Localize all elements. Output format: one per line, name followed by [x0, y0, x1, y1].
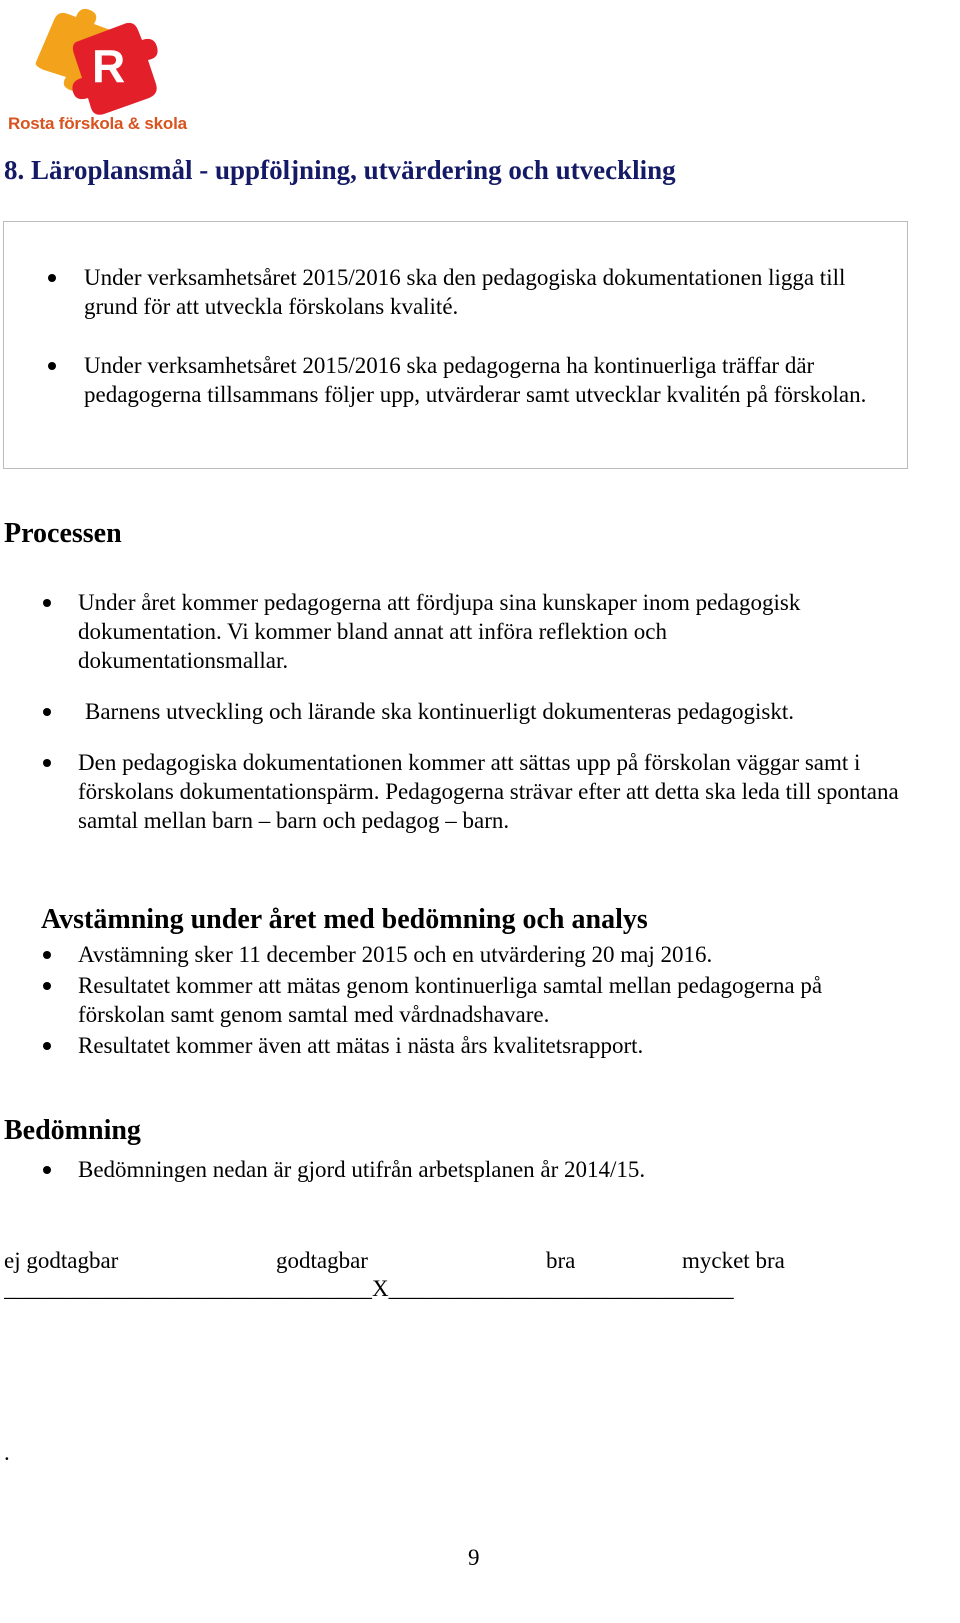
- bullet-icon: [43, 1042, 51, 1050]
- bullet-icon: [43, 708, 51, 716]
- page-title: 8. Läroplansmål - uppföljning, utvärdering och utveckling: [4, 155, 676, 185]
- process-item-1: [78, 588, 878, 675]
- process-item-3: [78, 748, 938, 835]
- bullet-icon: [43, 1166, 51, 1174]
- bullet-icon: [43, 951, 51, 959]
- review-item-1: [78, 940, 898, 969]
- goal-item-1: [84, 263, 904, 321]
- goal-text-1: Under verksamhetsåret 2015/2016 ska den pedagogiska dokumentationen ligga till grund för att utveckla förskolans kvalité.: [84, 265, 846, 319]
- goal-text-2: Under verksamhetsåret 2015/2016 ska pedagogerna ha kontinuerliga träffar där pedagogerna tillsammans följer upp, utvärderar samt utvecklar kvalitén på förskolan.: [84, 353, 867, 407]
- review-list: [78, 940, 898, 1060]
- process-text-3: Den pedagogiska dokumentationen kommer att sättas upp på förskolan väggar samt i förskolans dokumentationspärm. Pedagogerna strävar efter att detta ska leda till spontana samtal mellan barn – barn och pedagog – barn.: [78, 750, 899, 833]
- assessment-text-1: Bedömningen nedan är gjord utifrån arbetsplanen år 2014/15.: [78, 1157, 646, 1182]
- logo-letter: R: [92, 40, 126, 92]
- process-text-1: Under året kommer pedagogerna att fördjupa sina kunskaper inom pedagogisk dokumentation. Vi kommer bland annat att införa reflektion och dokumentationsmallar.: [78, 590, 801, 673]
- review-heading: Avstämning under året med bedömning och analys: [41, 904, 648, 935]
- scale-line: ________________________________X______________________________: [4, 1276, 734, 1301]
- bullet-icon: [43, 982, 51, 990]
- review-text-2: Resultatet kommer att mätas genom kontinuerliga samtal mellan pedagogerna på förskolan samt genom samtal med vårdnadshavare.: [78, 973, 823, 1027]
- bullet-icon: [43, 759, 51, 767]
- scale-label-3: bra: [546, 1248, 576, 1273]
- goals-list: [84, 263, 904, 409]
- review-item-2: [78, 971, 898, 1029]
- bullet-icon: [43, 599, 51, 607]
- scale-label-2: godtagbar: [276, 1248, 368, 1273]
- assessment-heading: Bedömning: [4, 1115, 141, 1146]
- logo: [6, 2, 196, 137]
- process-text-2: Barnens utveckling och lärande ska kontinuerligt dokumenteras pedagogiskt.: [85, 699, 794, 724]
- review-text-3: Resultatet kommer även att mätas i nästa års kvalitetsrapport.: [78, 1033, 644, 1058]
- process-heading: Processen: [4, 518, 122, 549]
- scale-label-1: ej godtagbar: [4, 1248, 119, 1273]
- process-list: [78, 588, 938, 835]
- scale-label-4: mycket bra: [682, 1248, 785, 1273]
- bullet-icon: [48, 274, 56, 282]
- logo-text: Rosta förskola & skola: [8, 114, 187, 133]
- review-item-3: [78, 1031, 898, 1060]
- page-number: 9: [468, 1545, 480, 1570]
- review-text-1: Avstämning sker 11 december 2015 och en utvärdering 20 maj 2016.: [78, 942, 713, 967]
- process-item-2: [78, 697, 938, 726]
- bullet-icon: [48, 362, 56, 370]
- goal-item-2: [84, 351, 904, 409]
- assessment-list: [78, 1155, 898, 1184]
- assessment-item-1: [78, 1155, 898, 1184]
- trailing-dot: .: [4, 1440, 10, 1465]
